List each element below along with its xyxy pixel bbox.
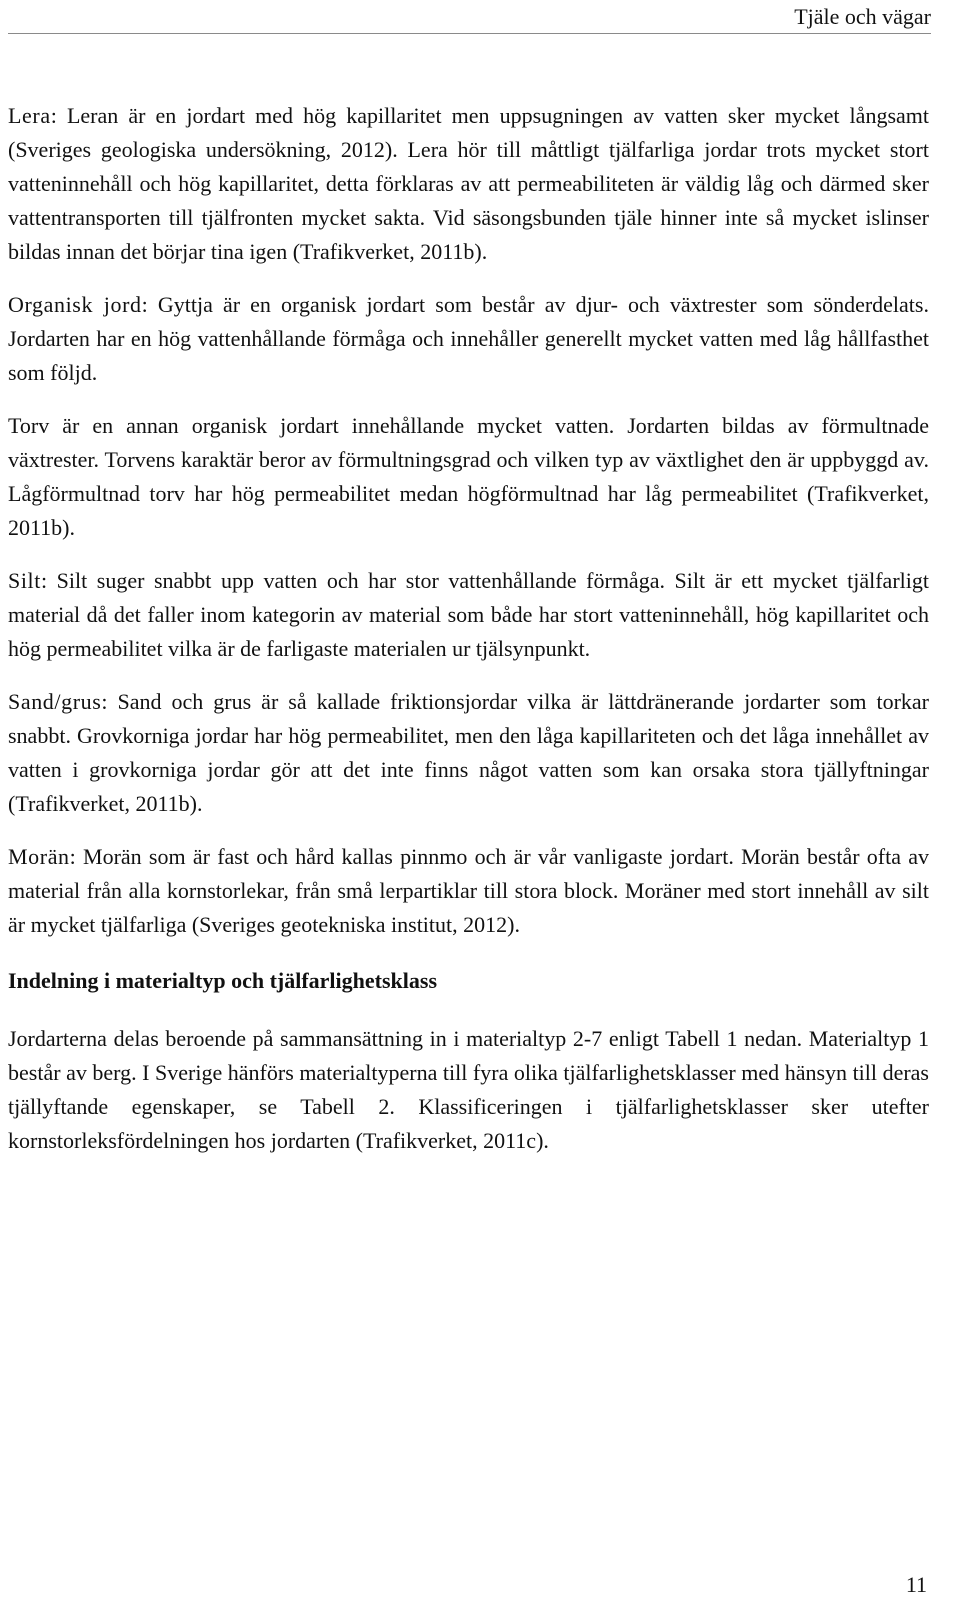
- term-moran: Morän: [8, 844, 70, 869]
- section-heading: Indelning i materialtyp och tjälfarlighetsklass: [8, 968, 438, 993]
- term-separator: :: [50, 103, 67, 128]
- term-separator: :: [141, 292, 158, 317]
- paragraph-moran: [8, 840, 929, 942]
- paragraph-torv: [8, 409, 929, 545]
- paragraph-text: Sand och grus är så kallade friktionsjordar vilka är lättdränerande jordarter som torkar snabbt. Grovkorniga jordar har hög permeabilitet, men den låga kapillariteten och det låga innehållet av vatten i grovkorniga jordar gör att det inte finns något vatten som kan orsaka stora tjällyftningar (Trafikverket, 2011b).: [8, 689, 929, 816]
- paragraph-silt: [8, 564, 929, 666]
- term-separator: :: [40, 568, 57, 593]
- term-lera: Lera: [8, 103, 51, 128]
- paragraph-text: Morän som är fast och hård kallas pinnmo och är vår vanligaste jordart. Morän består ofta av material från alla kornstorlekar, från små lerpartiklar till stora block. Moräner med stort innehåll av silt är mycket tjälfarliga (Sveriges geotekniska institut, 2012).: [8, 844, 929, 937]
- paragraph-text: Leran är en jordart med hög kapillaritet men uppsugningen av vatten sker mycket långsamt (Sveriges geologiska undersökning, 2012). Lera hör till måttligt tjälfarliga jordar trots mycket stort vatteninnehåll och hög kapillaritet, detta förklaras av att permeabiliteten är väldig låg och därmed sker vattentransporten till tjälfronten mycket sakta. Vid säsongsbunden tjäle hinner inte så mycket islinser bildas innan det börjar tina igen (Trafikverket, 2011b).: [8, 103, 929, 264]
- paragraph-text: Silt suger snabbt upp vatten och har stor vattenhållande förmåga. Silt är ett mycket tjälfarligt material då det faller inom kategorin av material som både har stort vatteninnehåll, hög kapillaritet och hög permeabilitet vilka är de farligaste materialen ur tjälsynpunkt.: [8, 568, 929, 661]
- term-separator: :: [69, 844, 84, 869]
- running-header-title: Tjäle och vägar: [794, 4, 931, 29]
- term-separator: :: [101, 689, 118, 714]
- paragraph-lera: [8, 99, 929, 269]
- term-organisk-jord: Organisk jord: [8, 292, 142, 317]
- paragraph-text: Jordarterna delas beroende på sammansättning in i materialtyp 2-7 enligt Tabell 1 nedan. Materialtyp 1 består av berg. I Sverige hänförs materialtyperna till fyra olika tjälfarlighetsklasser med hänsyn till deras tjällyftande egenskaper, se Tabell 2. Klassificeringen i tjälfarlighetsklasser sker utefter kornstorleksfördelningen hos jordarten (Trafikverket, 2011c).: [8, 1026, 929, 1153]
- paragraph-text: Gyttja är en organisk jordart som består av djur- och växtrester som sönderdelats. Jordarten har en hög vattenhållande förmåga och innehåller generellt mycket vatten med låg hållfasthet som följd.: [8, 292, 929, 385]
- document-body: [8, 99, 929, 1158]
- page-header: [8, 0, 931, 34]
- page-number: 11: [905, 1572, 927, 1597]
- paragraph-organisk-jord: [8, 288, 929, 390]
- term-silt: Silt: [8, 568, 41, 593]
- paragraph-text: Torv är en annan organisk jordart innehållande mycket vatten. Jordarten bildas av förmultnade växtrester. Torvens karaktär beror av förmultningsgrad och vilken typ av växtlighet den är uppbyggd av. Lågförmultnad torv har hög permeabilitet medan högförmultnad har låg permeabilitet (Trafikverket, 2011b).: [8, 413, 929, 540]
- paragraph-materialtyp: [8, 1022, 929, 1158]
- paragraph-sand-grus: [8, 685, 929, 821]
- term-sand-grus: Sand/grus: [8, 689, 102, 714]
